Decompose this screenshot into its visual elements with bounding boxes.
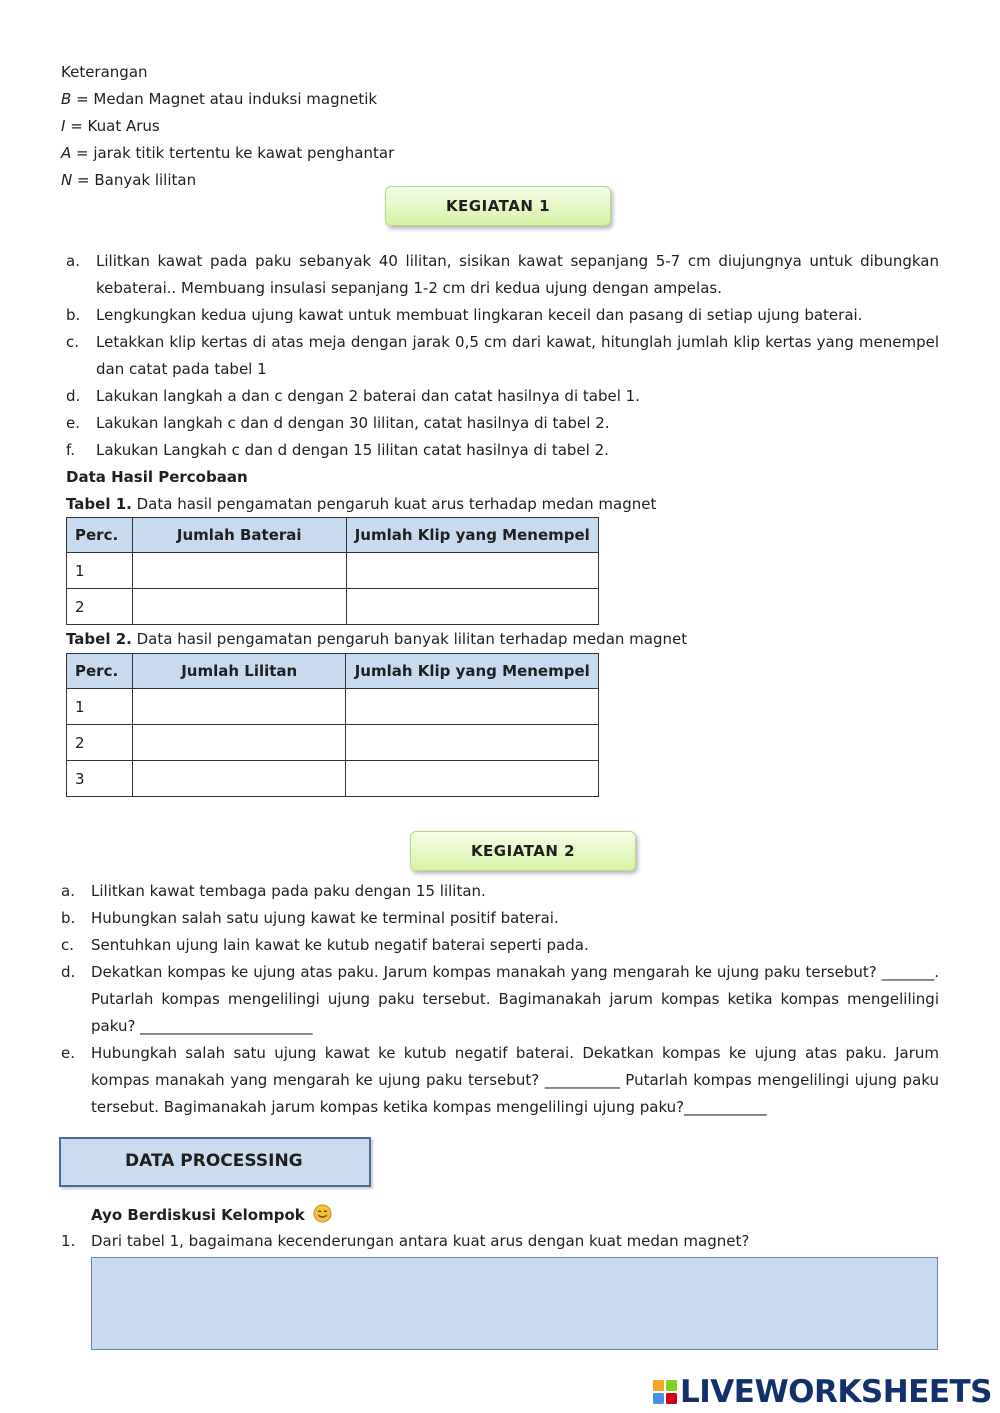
liveworksheets-logo[interactable]	[652, 1374, 992, 1410]
table1	[66, 517, 599, 625]
brand-name: LIVEWORKSHEETS	[680, 1374, 992, 1410]
table-header-row	[67, 654, 599, 689]
table-header-row	[67, 518, 599, 553]
keterangan-item: B = Medan Magnet atau induksi magnetik	[61, 90, 378, 108]
table-input-cell[interactable]	[132, 589, 346, 625]
table-input-cell[interactable]	[132, 725, 346, 761]
keterangan-item: I = Kuat Arus	[61, 117, 160, 135]
liveworksheets-blocks-icon	[652, 1379, 678, 1405]
table-input-cell[interactable]	[346, 689, 599, 725]
question-number: 1.	[61, 1232, 76, 1250]
table-row	[67, 725, 599, 761]
table-input-cell[interactable]	[346, 553, 599, 589]
kegiatan2-title: KEGIATAN 2	[410, 831, 636, 871]
table-row	[67, 761, 599, 797]
keterangan-heading: Keterangan	[61, 63, 148, 81]
table-header-cell: Jumlah Baterai	[132, 518, 346, 553]
table-row	[67, 553, 599, 589]
table-cell: 2	[67, 589, 133, 625]
table-input-cell[interactable]	[346, 589, 599, 625]
table-row	[67, 589, 599, 625]
table-input-cell[interactable]	[346, 725, 599, 761]
discussion-heading: Ayo Berdiskusi Kelompok	[91, 1204, 332, 1225]
table-header-cell: Perc.	[67, 518, 133, 553]
table-cell: 2	[67, 725, 133, 761]
table1-caption: Tabel 1. Data hasil pengamatan pengaruh kuat arus terhadap medan magnet	[66, 495, 657, 513]
table-cell: 1	[67, 689, 133, 725]
table2-caption: Tabel 2. Data hasil pengamatan pengaruh banyak lilitan terhadap medan magnet	[66, 630, 688, 648]
answer-text-box[interactable]	[91, 1257, 938, 1350]
keterangan-item: A = jarak titik tertentu ke kawat penghantar	[61, 144, 395, 162]
table-header-cell: Jumlah Lilitan	[132, 654, 346, 689]
data-heading: Data Hasil Percobaan	[66, 468, 248, 486]
data-processing-title: DATA PROCESSING	[59, 1137, 371, 1187]
table-row	[67, 689, 599, 725]
table-input-cell[interactable]	[132, 553, 346, 589]
table-input-cell[interactable]	[132, 689, 346, 725]
table2	[66, 653, 599, 797]
table-input-cell[interactable]	[346, 761, 599, 797]
question-text: Dari tabel 1, bagaimana kecenderungan antara kuat arus dengan kuat medan magnet?	[91, 1232, 750, 1250]
table-header-cell: Perc.	[67, 654, 133, 689]
table-cell: 3	[67, 761, 133, 797]
table-header-cell: Jumlah Klip yang Menempel	[346, 518, 599, 553]
keterangan-item: N = Banyak lilitan	[61, 171, 197, 189]
table-input-cell[interactable]	[132, 761, 346, 797]
smile-emoji-icon	[313, 1204, 332, 1223]
table-cell: 1	[67, 553, 133, 589]
table-header-cell: Jumlah Klip yang Menempel	[346, 654, 599, 689]
kegiatan1-title: KEGIATAN 1	[385, 186, 611, 226]
